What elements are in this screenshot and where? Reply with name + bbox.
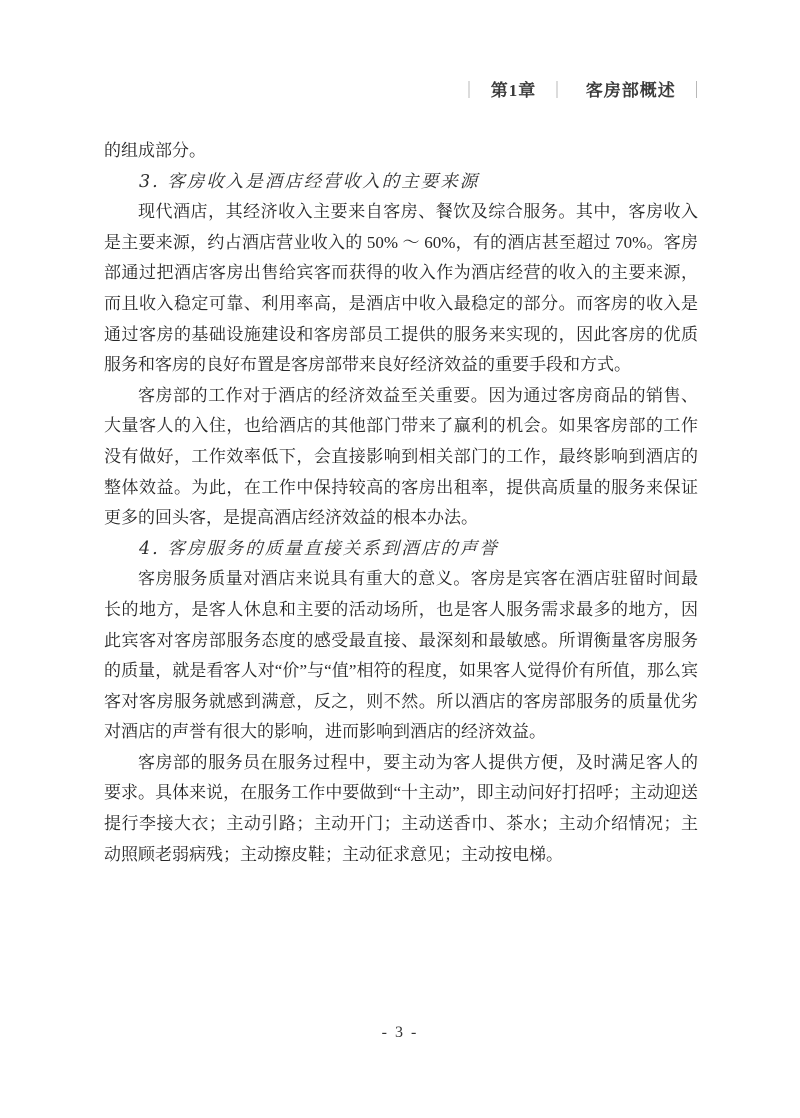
header-chapter-label: 第1章	[490, 81, 537, 100]
header-separator: ｜	[688, 81, 706, 100]
header-separator: ｜	[548, 81, 567, 100]
body-paragraph: 客房部的工作对于酒店的经济效益至关重要。因为通过客房商品的销售、大量客人的入住，也给酒店的其他部门带来了赢利的机会。如果客房部的工作没有做好，工作效率低下，会直接影响到相关部门的工作，最终影响到酒店的整体效益。为此，在工作中保持较高的客房出租率，提供高质量的服务来保证更多的回头客，是提高酒店经济效益的根本办法。	[104, 385, 698, 528]
page-number: - 3 -	[381, 1024, 419, 1041]
page-footer	[0, 1024, 800, 1042]
header-separator: ｜	[460, 81, 479, 100]
page-content	[104, 136, 698, 870]
section-heading: 4. 客房服务的质量直接关系到酒店的声誉	[139, 538, 499, 559]
paragraph-continuation: 的组成部分。	[104, 141, 206, 160]
body-paragraph: 现代酒店，其经济收入主要来自客房、餐饮及综合服务。其中，客房收入是主要来源，约占酒店营业收入的 50% ～ 60%，有的酒店甚至超过 70%。客房部通过把酒店客房出售给宾客而获得的收入作为酒店经营的收入的主要来源，而且收入稳定可靠、利用率高，是酒店中收入最稳定的部分。而客房的收入是通过客房的基础设施建设和客房部员工提供的服务来实现的，因此客房的优质服务和客房的良好布置是客房部带来良好经济效益的重要手段和方式。	[104, 202, 698, 375]
section-heading: 3. 客房收入是酒店经营收入的主要来源	[139, 171, 480, 192]
running-header	[454, 76, 714, 101]
header-section-title: 客房部概述	[585, 81, 676, 100]
body-paragraph: 客房部的服务员在服务过程中，要主动为客人提供方便，及时满足客人的要求。具体来说，在服务工作中要做到“十主动”，即主动问好打招呼；主动迎送提行李接大衣；主动引路；主动开门；主动送香巾、茶水；主动介绍情况；主动照顾老弱病残；主动擦皮鞋；主动征求意见；主动按电梯。	[104, 752, 698, 864]
body-paragraph: 客房服务质量对酒店来说具有重大的意义。客房是宾客在酒店驻留时间最长的地方，是客人休息和主要的活动场所，也是客人服务需求最多的地方，因此宾客对客房部服务态度的感受最直接、最深刻和最敏感。所谓衡量客房服务的质量，就是看客人对“价”与“值”相符的程度，如果客人觉得价有所值，那么宾客对客房服务就感到满意，反之，则不然。所以酒店的客房部服务的质量优劣对酒店的声誉有很大的影响，进而影响到酒店的经济效益。	[104, 569, 698, 742]
